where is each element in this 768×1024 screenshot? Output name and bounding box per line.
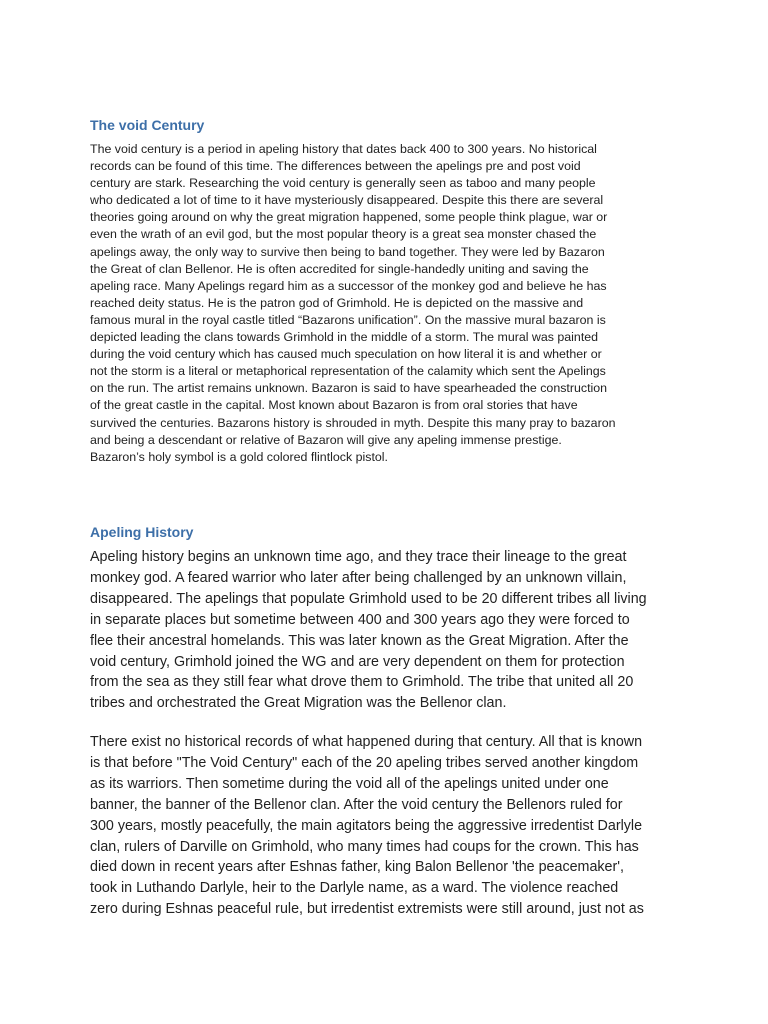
text-line: 300 years, mostly peacefully, the main agitators being the aggressive irredentist Darlyle [90,817,643,834]
text-line: banner, the banner of the Bellenor clan. After the void century the Bellenors ruled for [90,796,623,813]
paragraph-void-century [90,141,615,466]
text-line: century are stark. Researching the void century is generally seen as taboo and many people [90,176,596,191]
text-line: and being a descendant or relative of Bazaron will give any apeling immense prestige. [90,432,562,447]
text-line: disappeared. The apelings that populate Grimhold used to be 20 different tribes all living [90,590,647,607]
text-line: famous mural in the royal castle titled “Bazarons unification”. On the massive mural bazaron is [90,312,606,327]
document-page [90,0,690,1024]
text-line: even the wrath of an evil god, but the most popular theory is a great sea monster chased the [90,227,597,242]
text-line: depicted leading the clans towards Grimhold in the middle of a storm. The mural was painted [90,330,599,345]
text-line: of the great castle in the capital. Most known about Bazaron is from oral stories that have [90,398,578,413]
text-line: reached deity status. He is the patron god of Grimhold. He is depicted on the massive and [90,295,584,310]
paragraph-apeling-history-2 [90,732,644,920]
paragraph-apeling-history-1 [90,547,647,714]
text-line: took in Luthando Darlyle, heir to the Darlyle name, as a ward. The violence reached [90,880,619,897]
text-line: records can be found of this time. The differences between the apelings pre and post void [90,159,581,174]
text-line: survived the centuries. Bazarons history is shrouded in myth. Despite this many pray to bazaron [90,415,616,430]
text-line: not the storm is a literal or metaphorical representation of the calamity which sent the Apelings [90,364,606,379]
text-line: monkey god. A feared warrior who later after being challenged by an unknown villain, [90,569,627,586]
section-title-void-century: The void Century [90,117,205,133]
text-line: apeling race. Many Apelings regard him as a successor of the monkey god and believe he has [90,278,607,293]
text-line: on the run. The artist remains unknown. Bazaron is said to have spearheaded the construction [90,381,608,396]
text-line: void century, Grimhold joined the WG and are very dependent on them for protection [90,653,625,670]
text-line: clan, rulers of Darville on Grimhold, who many times had coups for the crown. This has [90,838,639,855]
text-line: The void century is a period in apeling history that dates back 400 to 300 years. No historical [90,142,597,156]
text-line: zero during Eshnas peaceful rule, but irredentist extremists were still around, just not as [90,901,644,918]
text-line: There exist no historical records of what happened during that century. All that is known [90,734,643,750]
text-line: from the sea as they still fear what drove them to Grimhold. The tribe that united all 20 [90,674,634,691]
text-line: theories going around on why the great migration happened, some people think plague, war or [90,210,608,225]
text-line: during the void century which has caused much speculation on how literal it is and whether or [90,347,602,362]
text-line: in separate places but sometime between 400 and 300 years ago they were forced to [90,611,630,628]
section-title-apeling-history: Apeling History [90,524,194,540]
text-line: died down in recent years after Eshnas father, king Balon Bellenor 'the peacemaker', [90,859,624,876]
text-line: as its warriors. Then sometime during the void all of the apelings united under one [90,775,609,792]
text-line: Bazaron’s holy symbol is a gold colored flintlock pistol. [90,449,388,464]
text-line: is that before "The Void Century" each of the 20 apeling tribes served another kingdom [90,754,639,771]
text-line: who dedicated a lot of time to it have mysteriously disappeared. Despite this there are several [90,193,604,208]
text-line: apelings away, the only way to survive then being to band together. They were led by Bazaron [90,244,605,259]
text-line: tribes and orchestrated the Great Migration was the Bellenor clan. [90,695,507,712]
text-line: flee their ancestral homelands. This was later known as the Great Migration. After the [90,632,629,649]
text-line: Apeling history begins an unknown time ago, and they trace their lineage to the great [90,549,627,565]
text-line: the Great of clan Bellenor. He is often accredited for single-handedly uniting and saving the [90,261,589,276]
